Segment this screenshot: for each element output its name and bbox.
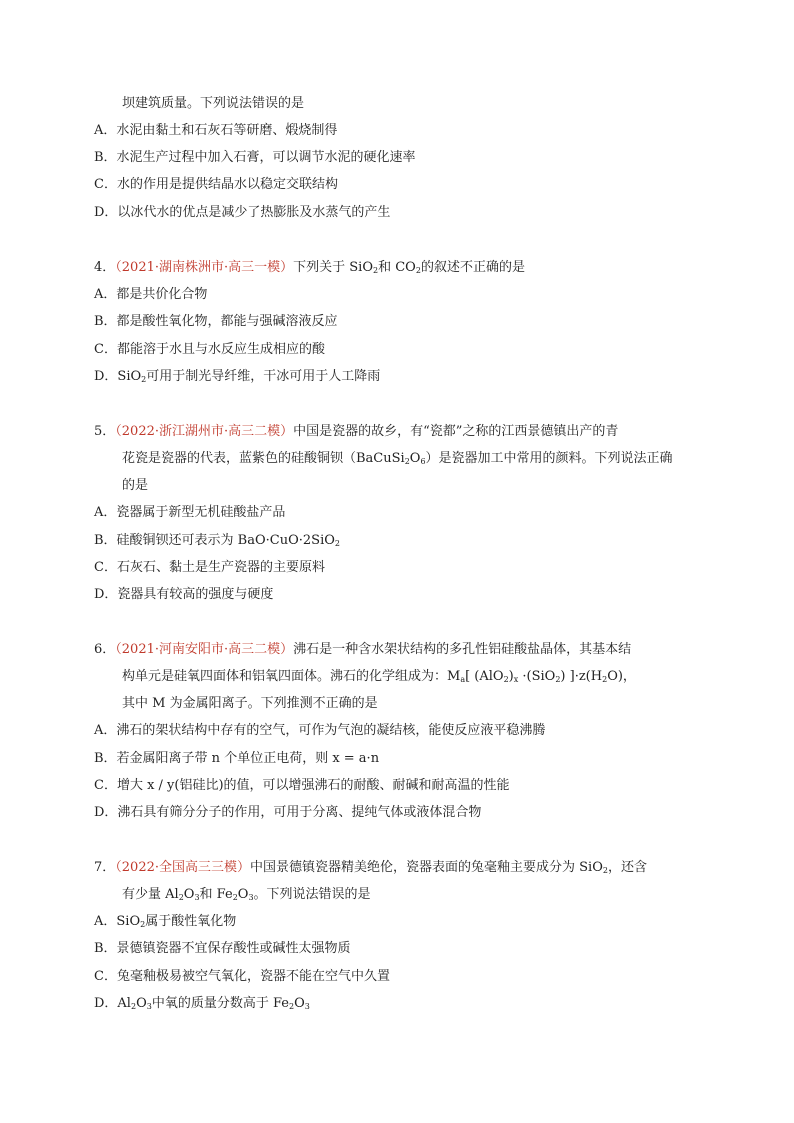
q4-option-c: C．都能溶于水且与水反应生成相应的酸 bbox=[94, 342, 325, 357]
q6-stem-text: 沸石是一种含水架状结构的多孔性铝硅酸盐晶体，其基本结 bbox=[293, 642, 632, 657]
q4-stem-text: 下列关于 SiO bbox=[293, 260, 373, 275]
subscript: 2 bbox=[288, 1002, 295, 1011]
q7-stem-text: ，还含 bbox=[607, 860, 647, 875]
q3-option-d: D．以冰代水的优点是减少了热膨胀及水蒸气的产生 bbox=[94, 205, 391, 220]
q6-option-c: C．增大 x / y(铝硅比)的值，可以增强沸石的耐酸、耐碱和耐高温的性能 bbox=[94, 778, 510, 793]
option-text: B．硅酸铜钡还可表示为 BaO·CuO·2SiO bbox=[94, 533, 335, 548]
subscript: 2 bbox=[140, 920, 146, 929]
subscript: 2 bbox=[373, 266, 379, 275]
subscript: 2 bbox=[555, 675, 561, 684]
q7-number: 7． bbox=[94, 860, 116, 875]
q4-stem bbox=[94, 258, 525, 278]
subscript: 2 bbox=[232, 893, 238, 902]
option-text: 中氧的质量分数高于 Fe bbox=[151, 996, 289, 1011]
q7-source: （2022·全国高三三模） bbox=[115, 860, 250, 875]
q4-option-a: A．都是共价化合物 bbox=[94, 287, 208, 302]
option-text: O bbox=[294, 996, 305, 1011]
q6-stem-line2 bbox=[122, 667, 636, 687]
q3-option-a: A．水泥由黏土和石灰石等研磨、煅烧制得 bbox=[94, 123, 338, 138]
q4-stem-text: 的叙述不正确的是 bbox=[420, 260, 525, 275]
subscript: 6 bbox=[420, 457, 426, 466]
q5-stem-line3: 的是 bbox=[122, 478, 149, 493]
q5-option-d: D．瓷器具有较高的强度与硬度 bbox=[94, 587, 274, 602]
subscript: 2 bbox=[141, 375, 147, 384]
q6-source: （2021·河南安阳市·高三二模） bbox=[115, 642, 294, 657]
q6-stem-text: 构单元是硅氧四面体和铝氧四面体。沸石的化学组成为：M bbox=[122, 669, 461, 684]
q5-stem-text: 花瓷是瓷器的代表，蓝紫色的硅酸铜钡（BaCuSi bbox=[122, 451, 405, 466]
subscript: 3 bbox=[194, 893, 200, 902]
option-text: O bbox=[136, 996, 147, 1011]
q5-stem-text: ）是瓷器加工中常用的颜料。下列说法正确 bbox=[425, 451, 673, 466]
q6-option-b: B．若金属阳离子带 n 个单位正电荷，则 x = a·n bbox=[94, 751, 380, 766]
q6-stem-text: [ (AlO bbox=[465, 669, 504, 684]
q7-option-b: B．景德镇瓷器不宜保存酸性或碱性太强物质 bbox=[94, 941, 351, 956]
q7-stem-text: 有少量 Al bbox=[122, 887, 179, 902]
q7-option-d bbox=[94, 994, 310, 1014]
option-text: D．SiO bbox=[94, 369, 142, 384]
q3-option-b: B．水泥生产过程中加入石膏，可以调节水泥的硬化速率 bbox=[94, 150, 416, 165]
q6-number: 6． bbox=[94, 642, 116, 657]
subscript: x bbox=[513, 675, 519, 684]
q4-stem-text: 和 CO bbox=[378, 260, 416, 275]
q7-stem-line1 bbox=[94, 858, 647, 878]
q5-number: 5． bbox=[94, 424, 116, 439]
q6-stem-text: ) bbox=[508, 669, 514, 684]
subscript: 3 bbox=[304, 1002, 310, 1011]
subscript: 2 bbox=[415, 266, 421, 275]
q7-stem-text: O bbox=[237, 887, 249, 902]
q7-stem-text: 。下列说法错误的是 bbox=[253, 887, 371, 902]
q5-stem-line1 bbox=[94, 422, 618, 442]
q6-option-a: A．沸石的架状结构中存有的空气，可作为气泡的凝结核，能使反应液平稳沸腾 bbox=[94, 723, 546, 738]
q7-option-a bbox=[94, 912, 236, 932]
q4-number: 4． bbox=[94, 260, 116, 275]
q6-option-d: D．沸石具有筛分分子的作用，可用于分离、提纯气体或液体混合物 bbox=[94, 805, 482, 820]
q3-option-c: C．水的作用是提供结晶水以稳定交联结构 bbox=[94, 177, 338, 192]
q5-option-a: A．瓷器属于新型无机硅酸盐产品 bbox=[94, 505, 286, 520]
option-text: D．Al bbox=[94, 996, 131, 1011]
q7-option-c: C．兔毫釉极易被空气氧化，瓷器不能在空气中久置 bbox=[94, 969, 390, 984]
q5-stem-line2 bbox=[122, 449, 673, 469]
subscript: 3 bbox=[146, 1002, 152, 1011]
q5-source: （2022·浙江湖州市·高三二模） bbox=[115, 424, 294, 439]
q3-stem-tail: 坝建筑质量。下列说法错误的是 bbox=[122, 96, 305, 111]
subscript: 2 bbox=[404, 457, 410, 466]
subscript: a bbox=[460, 675, 466, 684]
subscript: 2 bbox=[602, 675, 608, 684]
q6-stem-line3: 其中 M 为金属阳离子。下列推测不正确的是 bbox=[122, 696, 378, 711]
subscript: 2 bbox=[334, 539, 340, 548]
option-text: 可用于制光导纤维，干冰可用于人工降雨 bbox=[146, 369, 381, 384]
q7-stem-line2 bbox=[122, 885, 371, 905]
q7-stem-text: 中国景德镇瓷器精美绝伦，瓷器表面的兔毫釉主要成分为 SiO bbox=[250, 860, 603, 875]
q6-stem-text: ) ]·z(H bbox=[560, 669, 603, 684]
q5-stem-text: 中国是瓷器的故乡，有“瓷都”之称的江西景德镇出产的青 bbox=[293, 424, 619, 439]
subscript: 2 bbox=[130, 1002, 137, 1011]
subscript: 2 bbox=[178, 893, 184, 902]
q5-option-c: C．石灰石、黏土是生产瓷器的主要原料 bbox=[94, 560, 325, 575]
q7-stem-text: O bbox=[183, 887, 195, 902]
option-text: 属于酸性氧化物 bbox=[145, 914, 237, 929]
q6-stem-text: ·(SiO bbox=[518, 669, 556, 684]
subscript: 2 bbox=[503, 675, 509, 684]
q4-source: （2021·湖南株洲市·高三一模） bbox=[115, 260, 294, 275]
subscript: 3 bbox=[248, 893, 254, 902]
q4-option-b: B．都是酸性氧化物，都能与强碱溶液反应 bbox=[94, 314, 338, 329]
q4-option-d bbox=[94, 367, 380, 387]
q6-stem-line1 bbox=[94, 640, 631, 660]
option-text: A．SiO bbox=[94, 914, 141, 929]
q6-stem-text: O)， bbox=[607, 669, 636, 684]
subscript: 2 bbox=[602, 866, 608, 875]
q7-stem-text: 和 Fe bbox=[199, 887, 233, 902]
q5-stem-text: O bbox=[409, 451, 421, 466]
q5-option-b bbox=[94, 531, 340, 551]
